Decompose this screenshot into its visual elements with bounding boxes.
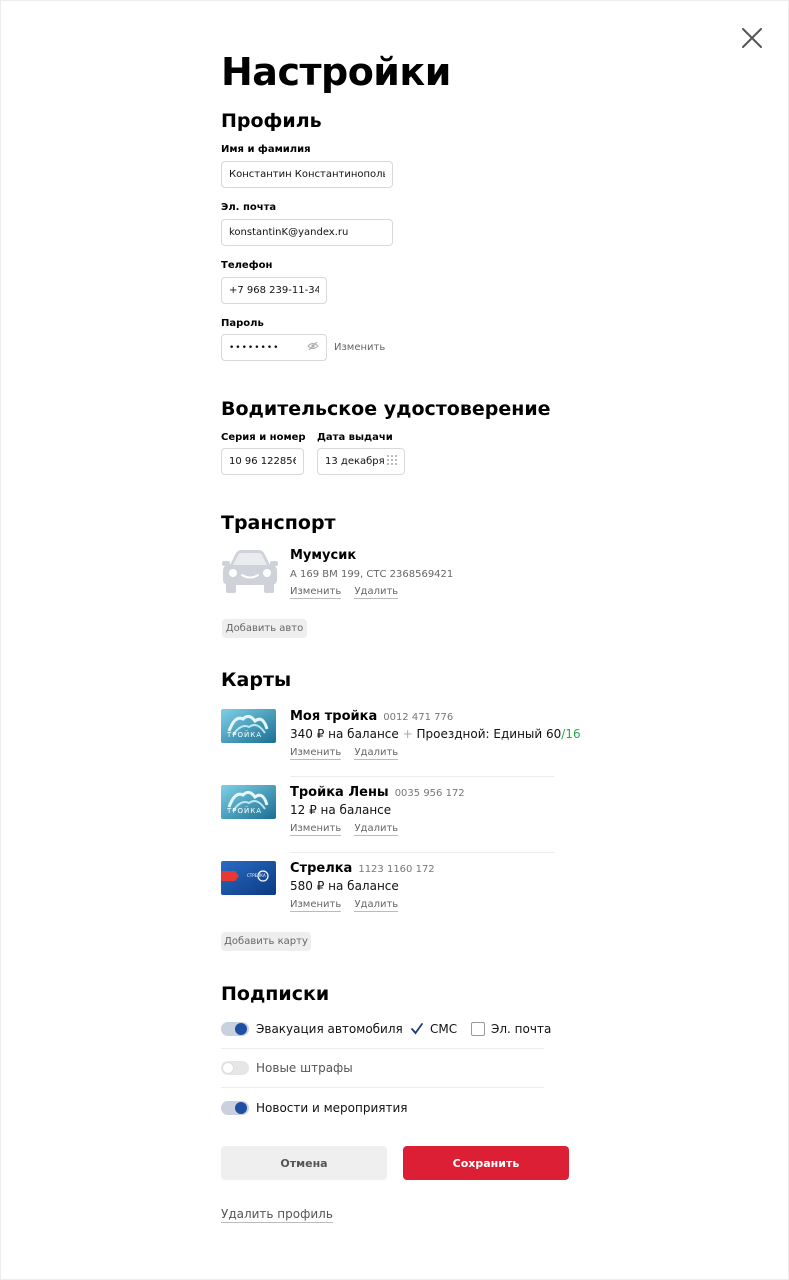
name-label: Имя и фамилия [221, 144, 311, 155]
license-heading: Водительское удостоверение [221, 398, 551, 420]
card-brand-text: СТРЕЛКА [247, 873, 266, 878]
car-delete-link[interactable]: Удалить [354, 586, 399, 597]
phone-field[interactable] [221, 277, 327, 304]
card-edit-link[interactable]: Изменить [290, 747, 342, 758]
card-number: 0012 471 776 [383, 712, 454, 723]
profile-heading: Профиль [221, 110, 322, 132]
card-edit-link[interactable]: Изменить [290, 899, 342, 910]
card-edit-link[interactable]: Изменить [290, 823, 342, 834]
name-input[interactable] [229, 169, 385, 180]
calendar-icon[interactable] [387, 455, 397, 468]
card-delete-link[interactable]: Удалить [354, 747, 399, 758]
card-balance: 580 ₽ на балансе [290, 879, 399, 893]
password-value: •••••••• [229, 342, 280, 353]
card-title [290, 861, 435, 876]
phone-input[interactable] [229, 285, 319, 296]
email-input[interactable] [229, 227, 385, 238]
subscription-news-label: Новости и мероприятия [256, 1101, 408, 1115]
eye-off-icon[interactable] [307, 341, 319, 354]
troika-card-image [221, 785, 276, 819]
delete-profile-text[interactable]: Удалить профиль [221, 1207, 333, 1221]
name-field[interactable] [221, 161, 393, 188]
card-balance: 340 ₽ на балансе [290, 727, 399, 741]
card-name: Стрелка [290, 861, 353, 876]
sms-label: СМС [430, 1022, 458, 1036]
card-divider [290, 776, 554, 777]
strelka-card-image [221, 861, 276, 895]
pass-count: /16 [561, 727, 581, 741]
subscription-fines-label: Новые штрафы [256, 1061, 353, 1075]
save-button[interactable]: Сохранить [403, 1146, 569, 1180]
card-delete-link[interactable]: Удалить [354, 823, 399, 834]
email-field[interactable] [221, 219, 393, 246]
toggle-news[interactable] [221, 1101, 249, 1115]
series-input[interactable] [229, 456, 296, 467]
phone-label: Телефон [221, 260, 273, 271]
cards-heading: Карты [221, 669, 292, 691]
subscription-divider [221, 1048, 544, 1049]
card-number: 0035 956 172 [394, 788, 465, 799]
password-label: Пароль [221, 318, 264, 329]
page-title: Настройки [221, 50, 451, 94]
series-label: Серия и номер [221, 432, 306, 443]
car-icon [220, 547, 280, 599]
add-card-button[interactable]: Добавить карту [221, 932, 311, 951]
check-icon[interactable] [410, 1021, 424, 1040]
issue-date-label: Дата выдачи [317, 432, 393, 443]
change-password-link[interactable]: Изменить [334, 342, 386, 353]
card-divider [290, 852, 554, 853]
issue-date-field[interactable] [317, 448, 405, 475]
subscription-evacuation-label: Эвакуация автомобиля [256, 1022, 403, 1036]
email-label: Эл. почта [221, 202, 277, 213]
password-field[interactable] [221, 334, 327, 361]
add-car-button[interactable]: Добавить авто [222, 619, 307, 638]
email-checkbox[interactable] [471, 1022, 485, 1036]
card-balance-line [290, 727, 581, 741]
card-actions [290, 899, 408, 910]
delete-profile-link[interactable] [221, 1207, 333, 1221]
pass-info: Проездной: Единый 60 [416, 727, 562, 741]
subscriptions-heading: Подписки [221, 983, 330, 1005]
transport-heading: Транспорт [221, 512, 336, 534]
email-subscription-label: Эл. почта [491, 1022, 552, 1036]
card-title [290, 785, 465, 800]
car-edit-link[interactable]: Изменить [290, 586, 342, 597]
card-delete-link[interactable]: Удалить [354, 899, 399, 910]
card-number: 1123 1160 172 [358, 864, 435, 875]
card-title [290, 709, 453, 724]
issue-date-value: 13 декабря [325, 456, 385, 467]
troika-card-image [221, 709, 276, 743]
close-icon[interactable] [738, 24, 766, 52]
toggle-new-fines[interactable] [221, 1061, 249, 1075]
toggle-evacuation[interactable] [221, 1022, 249, 1036]
cancel-button[interactable]: Отмена [221, 1146, 387, 1180]
card-name: Тройка Лены [290, 785, 389, 800]
card-brand-text: ТРОЙКА [227, 807, 263, 815]
card-actions [290, 747, 408, 758]
car-actions [290, 586, 408, 597]
card-name: Моя тройка [290, 709, 378, 724]
series-field[interactable] [221, 448, 304, 475]
car-details: А 169 ВМ 199, СТС 2368569421 [290, 569, 454, 580]
card-brand-text: ТРОЙКА [227, 731, 263, 739]
car-name: Мумусик [290, 548, 357, 563]
plus-sign: + [402, 727, 413, 741]
subscription-divider [221, 1087, 544, 1088]
card-actions [290, 823, 408, 834]
card-balance: 12 ₽ на балансе [290, 803, 392, 817]
